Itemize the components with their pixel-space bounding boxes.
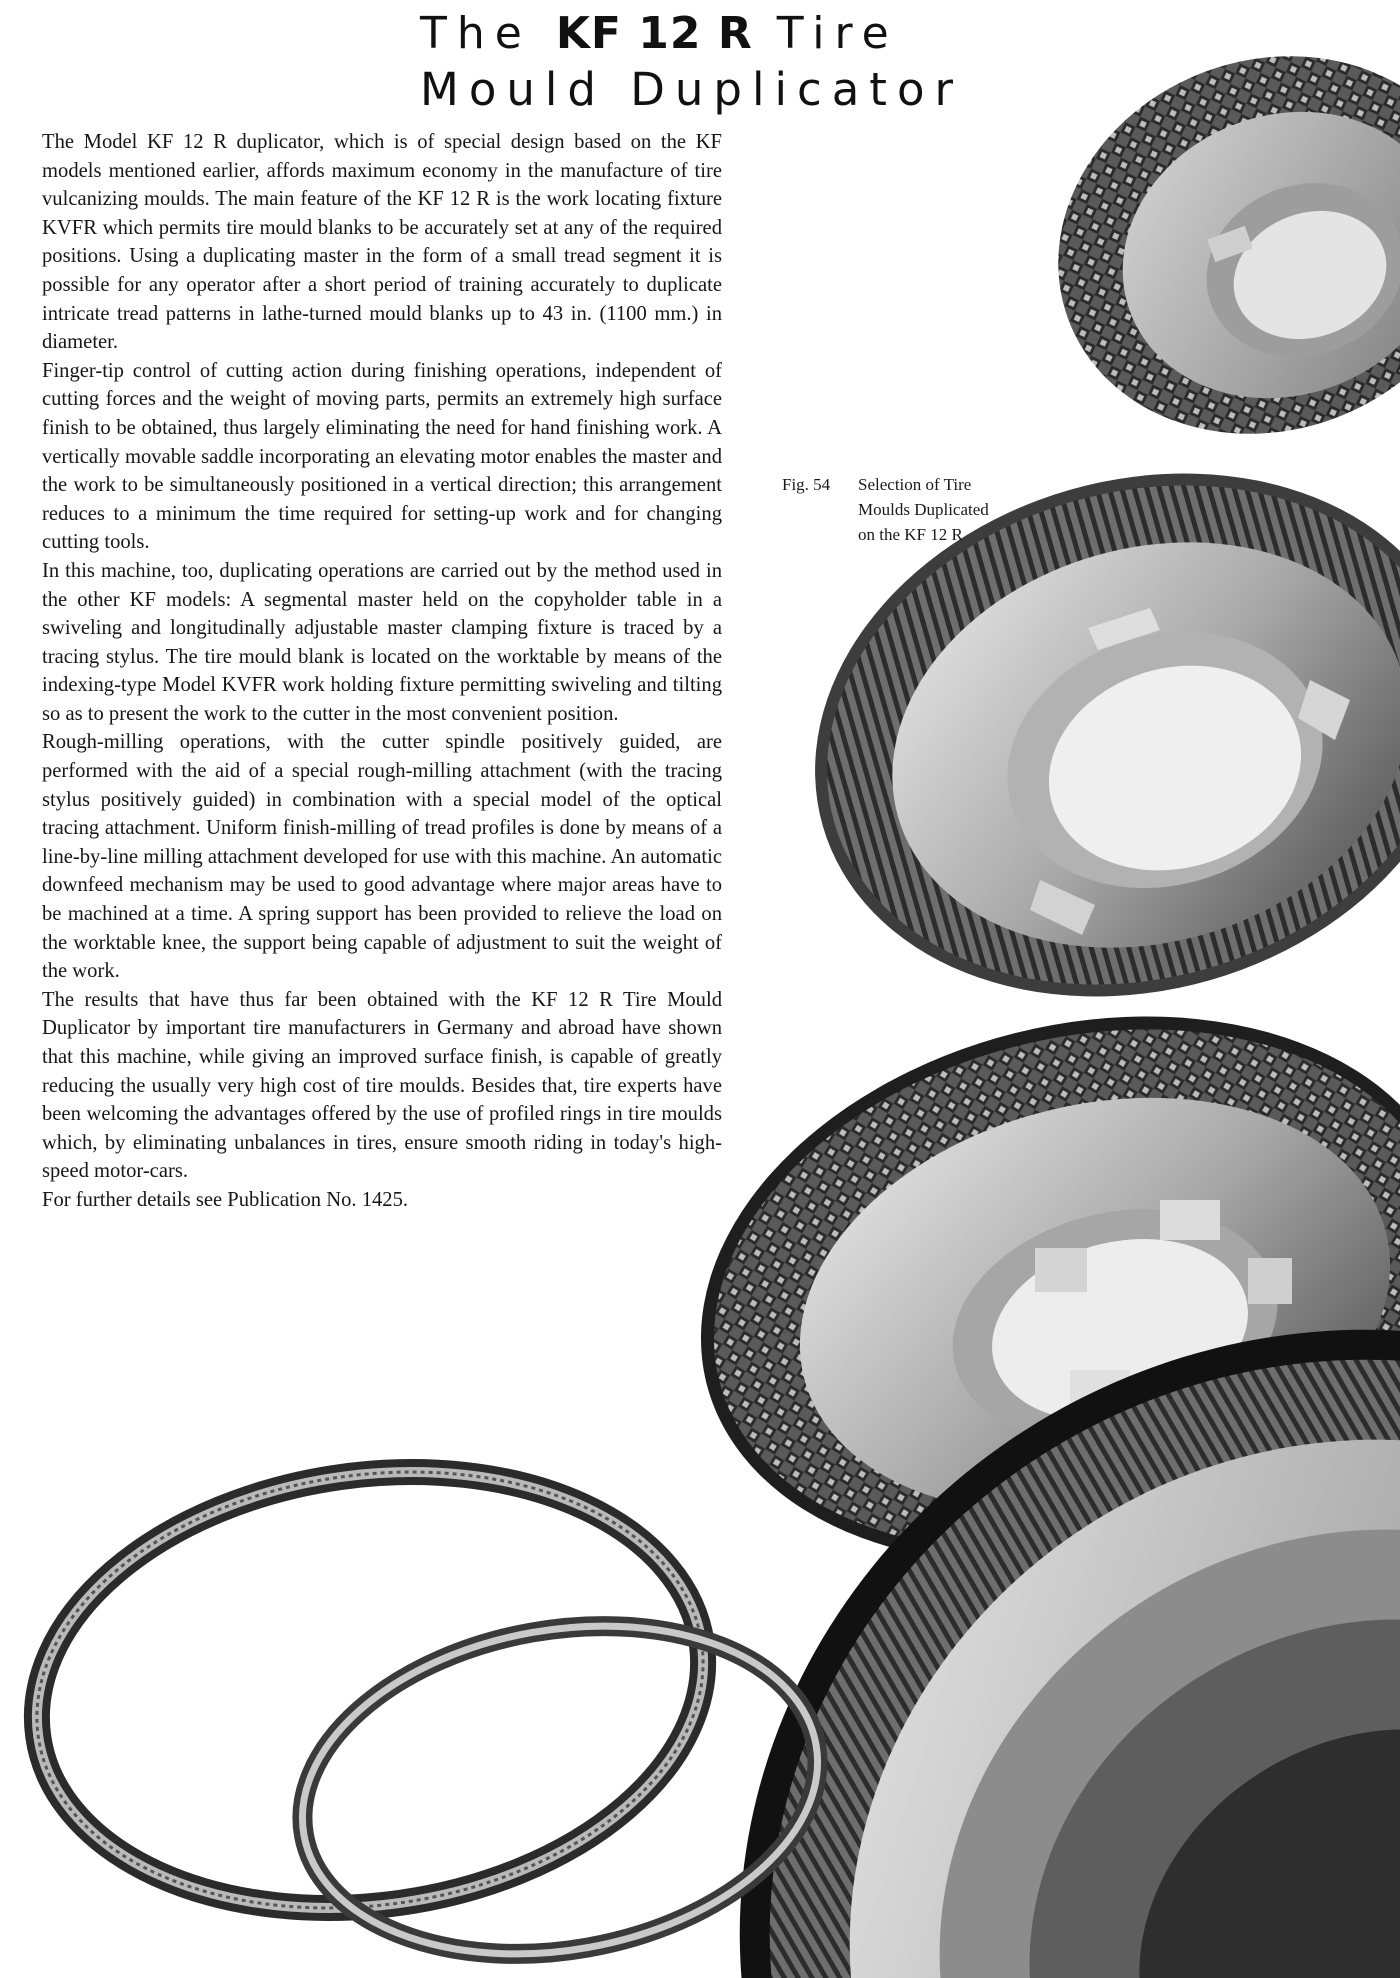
- figure-caption-text: [858, 472, 1038, 547]
- paragraph: The results that have thus far been obtained with the KF 12 R Tire Mould Duplicator by important tire manufacturers in Germany and abroad have shown that this machine, while giving an improved surface finish, is capable of greatly reducing the usually very high cost of tire moulds. Besides that, tire experts have been welcoming the advantages offered by the use of profiled rings in tire moulds which, by eliminating unbalances in tires, ensure smooth riding in today's high-speed motor-cars.: [42, 988, 722, 1183]
- paragraph: Rough-milling operations, with the cutter spindle positively guided, are performed with the aid of a special rough-milling attachment (with the tracing stylus positively guided) in combination with a special model of the optical tracing attachment. Uniform finish-milling of tread profiles is done by means of a line-by-line milling attachment developed for use with this machine. An automatic downfeed mechanism may be used to good advantage where major areas have to be machined at a time. A spring support has been provided to relieve the load on the worktable knee, the support being capable of adjustment to suit the weight of the work.: [42, 731, 722, 983]
- paragraph: The Model KF 12 R duplicator, which is of special design based on the KF models mentioned earlier, affords maximum economy in the manufacture of tire vulcanizing moulds. The main feature of the KF 12 R is the work locating fixture KVFR which permits tire mould blanks to be accurately set at any of the required positions. Using a duplicating master in the form of a small tread segment it is possible for any operator after a short period of training accurately to duplicate intricate tread patterns in lathe-turned mould blanks up to 43 in. (1100 mm.) in diameter.: [42, 131, 722, 354]
- title-suffix: Tire: [752, 8, 899, 59]
- mould-1: [1005, 0, 1400, 492]
- figure-number: Fig. 54: [782, 475, 831, 494]
- title-line-1: [420, 6, 963, 62]
- title-line-2: Mould Duplicator: [420, 63, 963, 116]
- page-title: [420, 6, 963, 118]
- paragraph: Finger-tip control of cutting action during finishing operations, independent of cutting forces and the weight of moving parts, permits an extremely high surface finish to be obtained, thus largely eliminating the need for hand finishing work. A vertically movable saddle incorporating an elevating motor enables the master and the work to be simultaneously positioned in a vertical direction; this arrangement reduces to a minimum the time required for setting-up work and for changing cutting tools.: [42, 359, 722, 554]
- caption-line: Moulds Duplicated: [858, 500, 989, 519]
- caption-line: on the KF 12 R: [858, 525, 963, 544]
- caption-line: Selection of Tire: [858, 475, 972, 494]
- publication-reference: For further details see Publication No. 1425.: [42, 1188, 409, 1211]
- paragraph: In this machine, too, duplicating operations are carried out by the method used in the other KF models: A segmental master held on the copyholder table in a swiveling and longitudinally adjustable master clamping fixture is traced by a tracing stylus. The tire mould blank is located on the worktable by means of the indexing-type Model KVFR work holding fixture permitting swiveling and tilting so as to present the work to the cutter in the most convenient position.: [42, 559, 722, 725]
- body-text: [42, 128, 722, 1215]
- figure-caption: [782, 472, 1038, 547]
- profiled-rings: [8, 1430, 843, 1978]
- title-model: KF 12 R: [555, 8, 753, 59]
- title-prefix: The: [420, 8, 556, 59]
